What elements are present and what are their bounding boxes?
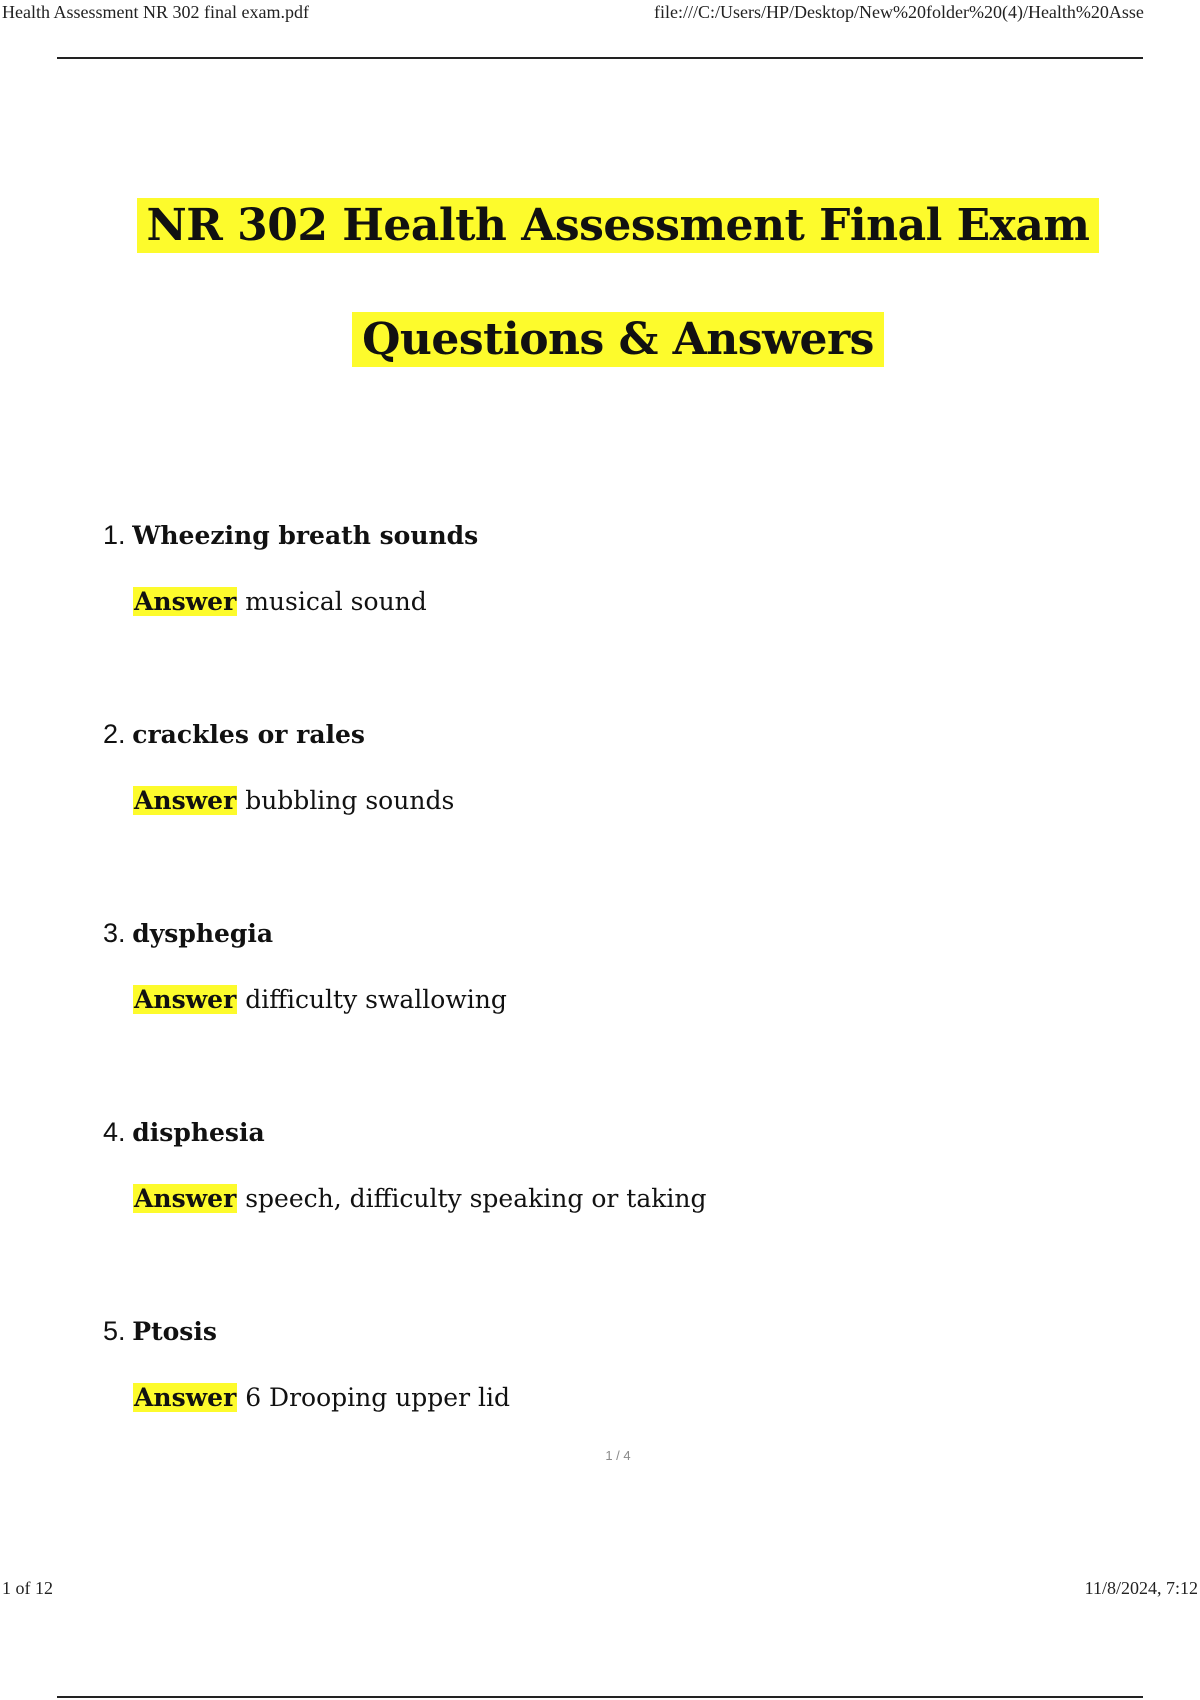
answer-text: speech, difficulty speaking or taking [245,1184,707,1213]
answer-label: Answer [134,587,237,616]
answer-label: Answer [134,786,237,815]
answer-text: musical sound [245,587,427,616]
question-text: dysphegia [132,919,274,948]
question [103,520,478,551]
question [103,719,365,750]
answer [133,985,507,1014]
answer [133,1184,706,1213]
footer-divider [57,1696,1143,1698]
print-header-url: file:///C:/Users/HP/Desktop/New%20folder%20(4)/Health%20Asse [654,2,1144,22]
document-title-line-2: Questions & Answers [352,312,884,367]
print-footer-timestamp: 11/8/2024, 7:12 [1084,1578,1198,1598]
answer [133,587,427,616]
question-number: 1. [103,520,126,550]
question [103,918,273,949]
answer [133,786,454,815]
document-subtitle [0,310,1200,369]
document-title-line-1: NR 302 Health Assessment Final Exam [137,198,1100,253]
answer-label: Answer [134,1383,237,1412]
answer-label: Answer [134,985,237,1014]
question-text: Ptosis [132,1317,217,1346]
answer [133,1383,510,1412]
qa-item [103,719,1103,918]
qa-item [103,918,1103,1117]
page-indicator: 1 / 4 [605,1448,631,1463]
document-title [0,196,1200,255]
print-header-filename: Health Assessment NR 302 final exam.pdf [2,2,309,22]
answer-text: 6 Drooping upper lid [245,1383,510,1412]
question-number: 4. [103,1117,126,1147]
question-text: crackles or rales [132,720,365,749]
question-number: 5. [103,1316,126,1346]
answer-label: Answer [134,1184,237,1213]
answer-text: difficulty swallowing [245,985,507,1014]
qa-item [103,520,1103,719]
question-text: Wheezing breath sounds [132,521,479,550]
answer-text: bubbling sounds [245,786,455,815]
question-text: disphesia [132,1118,265,1147]
qa-list [103,520,1103,1515]
print-footer-page-count: 1 of 12 [2,1578,53,1598]
question-number: 3. [103,918,126,948]
header-divider [57,57,1143,59]
question-number: 2. [103,719,126,749]
qa-item [103,1316,1103,1515]
question [103,1316,217,1347]
question [103,1117,265,1148]
qa-item [103,1117,1103,1316]
